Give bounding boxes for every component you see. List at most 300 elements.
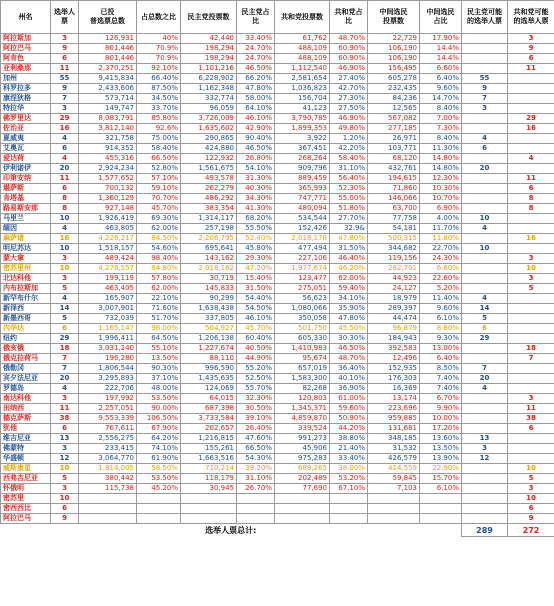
table-cell: 31.30% <box>237 174 275 184</box>
table-cell: 11 <box>508 174 554 184</box>
table-cell: 22.90% <box>420 464 462 474</box>
table-cell: 13.50% <box>137 354 181 364</box>
table-cell: 38.00% <box>330 464 368 474</box>
table-cell: 7.00% <box>420 114 462 124</box>
table-cell: 10 <box>462 244 508 254</box>
table-row <box>1 424 554 434</box>
table-row <box>1 484 554 494</box>
table-cell: 47.20% <box>237 264 275 274</box>
table-cell: 4 <box>508 154 554 164</box>
table-cell <box>462 274 508 284</box>
table-row <box>1 494 554 504</box>
table-cell: 71,860 <box>368 184 420 194</box>
table-cell: 10 <box>508 264 554 274</box>
table-cell <box>462 174 508 184</box>
table-cell: 46.50% <box>330 344 368 354</box>
table-cell <box>275 494 330 504</box>
table-cell: 184,943 <box>368 334 420 344</box>
table-cell: 46.40% <box>330 254 368 264</box>
table-cell: 3 <box>51 484 79 494</box>
table-cell: 10 <box>51 494 79 504</box>
table-cell: 29 <box>508 114 554 124</box>
state-name: 密苏里 <box>1 494 51 504</box>
state-name: 麻萨诸 <box>1 234 51 244</box>
table-cell: 40% <box>137 34 181 44</box>
table-cell <box>508 244 554 254</box>
table-cell: 1,663,516 <box>181 454 237 464</box>
table-cell: 149,747 <box>79 104 137 114</box>
table-cell <box>508 324 554 334</box>
column-header: 共和党投票数 <box>275 1 330 34</box>
table-cell: 14.4% <box>420 54 462 64</box>
table-cell: 31.50% <box>237 284 275 294</box>
table-cell <box>462 494 508 504</box>
table-cell: 3 <box>51 104 79 114</box>
table-cell: 29 <box>51 334 79 344</box>
table-cell: 1,635,602 <box>181 124 237 134</box>
table-cell: 55.50% <box>237 224 275 234</box>
table-row <box>1 84 554 94</box>
table-cell: 22,729 <box>368 34 420 44</box>
table-cell: 11 <box>51 64 79 74</box>
table-cell: 12 <box>462 454 508 464</box>
table-cell: 197,992 <box>79 394 137 404</box>
table-cell: 64,015 <box>181 394 237 404</box>
table-cell: 124,069 <box>181 384 237 394</box>
table-cell: 48.70% <box>330 34 368 44</box>
table-row <box>1 244 554 254</box>
state-name: 阿拉巴马 <box>1 514 51 524</box>
table-cell: 1,345,371 <box>275 404 330 414</box>
table-cell <box>462 404 508 414</box>
table-cell: 46.50% <box>237 144 275 154</box>
table-cell: 488,109 <box>275 44 330 54</box>
table-cell: 32.9& <box>330 224 368 234</box>
table-cell: 198,294 <box>181 44 237 54</box>
table-cell: 55.10% <box>137 344 181 354</box>
table-cell <box>508 104 554 114</box>
table-cell: 46.20% <box>330 264 368 274</box>
table-cell: 26.40% <box>237 424 275 434</box>
table-cell: 10.70% <box>420 194 462 204</box>
table-cell: 5 <box>508 284 554 294</box>
table-cell: 2,257,051 <box>79 404 137 414</box>
table-cell: 222,706 <box>79 384 137 394</box>
table-cell <box>237 494 275 504</box>
table-row <box>1 454 554 464</box>
table-cell: 42,440 <box>181 34 237 44</box>
table-cell: 4,859,870 <box>275 414 330 424</box>
table-row <box>1 504 554 514</box>
table-cell: 414,559 <box>368 464 420 474</box>
table-cell: 64.10% <box>237 104 275 114</box>
table-cell <box>508 94 554 104</box>
table-cell: 66.50% <box>137 154 181 164</box>
table-cell <box>462 464 508 474</box>
table-cell: 6 <box>51 324 79 334</box>
table-cell: 202,489 <box>275 474 330 484</box>
table-cell: 1,162,348 <box>181 84 237 94</box>
table-cell: 90,299 <box>181 294 237 304</box>
table-cell: 30.30% <box>330 334 368 344</box>
table-row <box>1 214 554 224</box>
table-cell: 3 <box>462 104 508 114</box>
table-cell: 4 <box>462 384 508 394</box>
republican-total: 272 <box>508 524 554 537</box>
table-cell: 7.40% <box>420 384 462 394</box>
table-cell: 22.10% <box>137 294 181 304</box>
state-name: 康涅狄格 <box>1 94 51 104</box>
table-cell: 12,565 <box>368 104 420 114</box>
table-cell: 42.70% <box>330 84 368 94</box>
table-cell: 11.30% <box>420 144 462 154</box>
table-cell <box>462 254 508 264</box>
footer-row <box>1 524 554 537</box>
table-cell: 58.50% <box>137 464 181 474</box>
table-row <box>1 64 554 74</box>
state-name: 西弗吉尼亚 <box>1 474 51 484</box>
table-cell: 9 <box>508 514 554 524</box>
table-row <box>1 474 554 484</box>
table-cell <box>462 474 508 484</box>
table-cell: 77,690 <box>275 484 330 494</box>
table-cell <box>462 44 508 54</box>
table-cell: 62.00% <box>137 284 181 294</box>
table-cell: 202,657 <box>181 424 237 434</box>
table-cell: 8.50% <box>420 364 462 374</box>
table-cell: 4 <box>462 134 508 144</box>
table-cell: 199,119 <box>79 274 137 284</box>
table-cell <box>462 414 508 424</box>
table-cell <box>508 74 554 84</box>
table-cell: 59.40% <box>330 284 368 294</box>
table-cell: 432,761 <box>368 164 420 174</box>
table-cell <box>275 514 330 524</box>
table-cell <box>508 314 554 324</box>
table-cell: 3,812,140 <box>79 124 137 134</box>
table-cell: 4 <box>51 294 79 304</box>
table-cell: 6.60% <box>420 264 462 274</box>
table-row <box>1 514 554 524</box>
table-cell <box>462 64 508 74</box>
table-cell: 71.60% <box>137 304 181 314</box>
table-cell: 4 <box>51 134 79 144</box>
table-cell: 22.60% <box>420 274 462 284</box>
table-body <box>1 34 554 524</box>
table-cell: 2,924,234 <box>79 164 137 174</box>
table-cell <box>79 494 137 504</box>
table-cell <box>330 504 368 514</box>
table-row <box>1 34 554 44</box>
table-cell <box>181 514 237 524</box>
table-cell: 4 <box>51 154 79 164</box>
table-cell: 70.70% <box>137 194 181 204</box>
table-row <box>1 74 554 84</box>
state-name: 马里兰 <box>1 214 51 224</box>
table-cell: 66.50% <box>237 444 275 454</box>
table-cell: 289,397 <box>368 304 420 314</box>
table-cell: 152,935 <box>368 364 420 374</box>
table-cell: 20 <box>51 374 79 384</box>
table-cell: 96,059 <box>181 104 237 114</box>
table-cell: 3 <box>508 274 554 284</box>
table-cell: 11 <box>508 64 554 74</box>
table-cell <box>137 514 181 524</box>
table-cell: 6 <box>508 504 554 514</box>
state-name: 内华达 <box>1 324 51 334</box>
table-cell: 6 <box>508 424 554 434</box>
table-cell: 14.80% <box>420 164 462 174</box>
table-cell: 767,611 <box>79 424 137 434</box>
table-cell: 45.80% <box>237 244 275 254</box>
table-cell <box>462 284 508 294</box>
state-name: 艾奥瓦 <box>1 144 51 154</box>
table-cell: 47.60% <box>237 434 275 444</box>
table-cell: 233,415 <box>79 444 137 454</box>
table-cell: 60.90% <box>330 44 368 54</box>
table-cell: 27.50% <box>330 104 368 114</box>
table-cell: 909,796 <box>275 164 330 174</box>
table-cell <box>462 154 508 164</box>
table-cell: 36.90% <box>330 384 368 394</box>
table-cell: 6 <box>51 54 79 64</box>
table-cell: 11 <box>51 404 79 414</box>
table-cell <box>462 424 508 434</box>
table-cell <box>508 434 554 444</box>
table-cell: 18 <box>508 344 554 354</box>
state-name: 维吉尼亚 <box>1 434 51 444</box>
table-cell <box>462 394 508 404</box>
table-cell <box>462 504 508 514</box>
table-cell <box>508 134 554 144</box>
table-cell: 6.60% <box>420 64 462 74</box>
table-row <box>1 464 554 474</box>
table-cell: 57.10% <box>137 174 181 184</box>
table-cell: 40.10% <box>330 374 368 384</box>
table-cell: 8.80% <box>420 324 462 334</box>
table-cell: 115,738 <box>79 484 137 494</box>
state-name: 加州 <box>1 74 51 84</box>
table-cell: 24.70% <box>237 44 275 54</box>
table-cell: 493,578 <box>181 174 237 184</box>
table-cell: 10 <box>508 494 554 504</box>
table-cell: 45,906 <box>275 444 330 454</box>
table-cell: 33.70% <box>137 104 181 114</box>
table-cell: 5 <box>51 284 79 294</box>
table-cell <box>508 364 554 374</box>
table-cell: 747,771 <box>275 194 330 204</box>
table-cell: 84,236 <box>368 94 420 104</box>
column-header: 民主党可能 的选举人票 <box>462 1 508 34</box>
table-cell: 106,190 <box>368 44 420 54</box>
table-cell: 3 <box>51 254 79 264</box>
table-cell: 6 <box>508 54 554 64</box>
table-cell: 3 <box>51 34 79 44</box>
democrat-total: 289 <box>462 524 508 537</box>
table-cell: 7 <box>508 354 554 364</box>
table-cell: 54.60% <box>137 244 181 254</box>
table-cell: 9 <box>51 84 79 94</box>
table-cell: 16 <box>508 124 554 134</box>
table-cell: 2,370,251 <box>79 64 137 74</box>
table-cell <box>368 514 420 524</box>
table-cell: 914,352 <box>79 144 137 154</box>
table-cell: 6.90% <box>420 204 462 214</box>
table-cell: 9 <box>508 44 554 54</box>
table-cell: 103,771 <box>368 144 420 154</box>
table-cell: 198,294 <box>181 54 237 64</box>
table-cell: 687,398 <box>181 404 237 414</box>
table-cell: 4,276,557 <box>79 264 137 274</box>
table-cell: 51.80% <box>330 204 368 214</box>
table-cell: 58.40% <box>137 144 181 154</box>
state-name: 新罕布什尔 <box>1 294 51 304</box>
table-cell: 165,907 <box>79 294 137 304</box>
table-cell: 3,007,901 <box>79 304 137 314</box>
table-row <box>1 194 554 204</box>
table-cell <box>508 304 554 314</box>
table-cell <box>462 264 508 274</box>
table-row <box>1 334 554 344</box>
table-cell: 4 <box>462 294 508 304</box>
table-cell: 1,360,129 <box>79 194 137 204</box>
table-cell: 927,148 <box>79 204 137 214</box>
table-row <box>1 234 554 244</box>
table-row <box>1 174 554 184</box>
state-name: 特拉华 <box>1 104 51 114</box>
table-cell: 6 <box>51 424 79 434</box>
table-cell: 146,066 <box>368 194 420 204</box>
table-cell: 24.70% <box>237 54 275 64</box>
table-cell: 500,315 <box>368 234 420 244</box>
column-header: 中间选民 投票数 <box>368 1 420 34</box>
table-cell: 463,405 <box>79 284 137 294</box>
table-cell: 53.50% <box>137 394 181 404</box>
column-header: 州名 <box>1 1 51 34</box>
table-row <box>1 324 554 334</box>
table-cell: 6.40% <box>420 74 462 84</box>
table-cell <box>462 234 508 244</box>
table-cell: 39.20% <box>237 464 275 474</box>
table-cell: 24.30% <box>420 254 462 264</box>
table-cell <box>181 504 237 514</box>
table-cell: 13.00% <box>420 344 462 354</box>
table-cell <box>330 514 368 524</box>
table-row <box>1 94 554 104</box>
table-cell: 257,198 <box>181 224 237 234</box>
table-cell <box>462 124 508 134</box>
table-cell: 45.20% <box>137 484 181 494</box>
state-name: 罗德岛 <box>1 384 51 394</box>
table-cell: 455,316 <box>79 154 137 164</box>
table-cell: 84.80% <box>137 264 181 274</box>
table-cell: 11.70% <box>420 224 462 234</box>
table-cell <box>462 514 508 524</box>
table-cell: 46.90% <box>330 114 368 124</box>
table-cell <box>508 84 554 94</box>
table-cell <box>137 494 181 504</box>
table-cell: 7.30% <box>420 124 462 134</box>
table-cell: 131,681 <box>368 424 420 434</box>
table-cell: 1,314,117 <box>181 214 237 224</box>
table-cell: 332,774 <box>181 94 237 104</box>
table-cell <box>508 444 554 454</box>
table-cell: 61.90% <box>137 454 181 464</box>
table-cell: 155,261 <box>181 444 237 454</box>
table-cell <box>420 494 462 504</box>
state-name: 俄亥俄 <box>1 344 51 354</box>
table-cell: 424,880 <box>181 144 237 154</box>
table-cell: 262,279 <box>181 184 237 194</box>
table-cell: 31.50% <box>330 244 368 254</box>
table-row <box>1 204 554 214</box>
state-name: 密西西比 <box>1 504 51 514</box>
table-cell: 1,112,540 <box>275 64 330 74</box>
state-name: 阿拉斯加 <box>1 34 51 44</box>
table-row <box>1 114 554 124</box>
table-cell: 54.30% <box>237 454 275 464</box>
table-cell: 13.50% <box>420 444 462 454</box>
table-cell: 9.30% <box>420 334 462 344</box>
table-row <box>1 414 554 424</box>
table-cell: 66.20% <box>237 74 275 84</box>
table-cell: 55.70% <box>237 384 275 394</box>
table-cell: 88,110 <box>181 354 237 364</box>
table-cell: 70.9% <box>137 44 181 54</box>
table-cell: 145,833 <box>181 284 237 294</box>
table-cell: 118,179 <box>181 474 237 484</box>
table-cell: 7,103 <box>368 484 420 494</box>
table-cell <box>462 484 508 494</box>
state-name: 夏威夷 <box>1 134 51 144</box>
table-cell: 700,132 <box>79 184 137 194</box>
table-cell: 33.40% <box>330 454 368 464</box>
table-row <box>1 444 554 454</box>
state-name: 佛蒙特 <box>1 444 51 454</box>
table-cell: 96,879 <box>368 324 420 334</box>
table-cell: 350,058 <box>275 314 330 324</box>
table-cell: 14 <box>462 304 508 314</box>
table-cell: 13.90% <box>420 454 462 464</box>
table-cell: 30,945 <box>181 484 237 494</box>
table-cell: 6 <box>462 144 508 154</box>
table-cell <box>508 144 554 154</box>
table-cell: 3 <box>51 274 79 284</box>
table-cell: 2,018,162 <box>181 264 237 274</box>
table-cell: 9.60% <box>420 84 462 94</box>
table-cell: 20 <box>51 164 79 174</box>
table-cell: 1,080,066 <box>275 304 330 314</box>
table-cell: 48.70% <box>330 354 368 364</box>
table-cell: 29 <box>462 334 508 344</box>
table-cell: 504,927 <box>181 324 237 334</box>
table-cell: 7.40% <box>420 374 462 384</box>
table-cell: 56.40% <box>330 174 368 184</box>
table-cell: 975,283 <box>275 454 330 464</box>
table-cell: 282,701 <box>368 264 420 274</box>
table-cell: 7 <box>51 364 79 374</box>
table-cell: 54.50% <box>237 304 275 314</box>
table-cell: 3,031,240 <box>79 344 137 354</box>
table-cell: 605,330 <box>275 334 330 344</box>
table-cell: 46.90% <box>330 64 368 74</box>
table-cell: 15.70% <box>420 474 462 484</box>
table-cell <box>462 354 508 364</box>
table-cell: 75.00% <box>137 134 181 144</box>
table-cell: 7 <box>51 94 79 104</box>
state-name: 新泽西 <box>1 304 51 314</box>
table-cell: 98.40% <box>137 254 181 264</box>
